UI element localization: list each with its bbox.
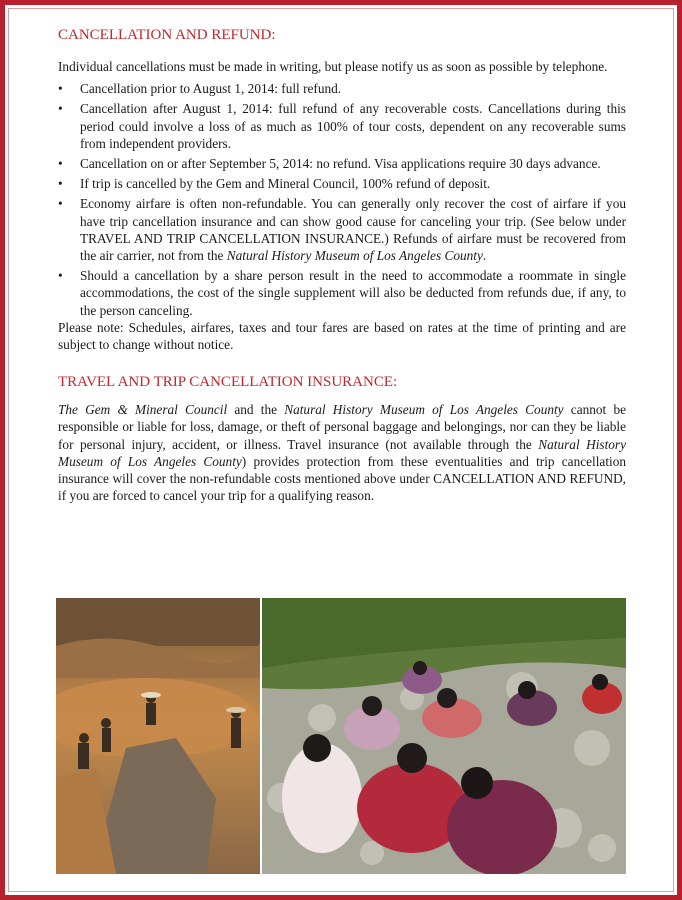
list-item: • Should a cancellation by a share person result in the need to accommodate a roommate in single accommodations, the cost of the single supplement will also be deducted from refunds due, if any, to the person canceling. [58, 267, 626, 319]
insurance-text: ) provides protection from these eventualities and trip cancellation insurance will cover the non-refundable costs mentioned above under CANCELLATION AND REFUND, if you are forced to cancel your trip for a qualifying reason. [58, 453, 627, 504]
list-item: • Cancellation on or after September 5, 2014: no refund. Visa applications require 30 days advance. [58, 155, 626, 172]
museum-name: Natural History Museum of Los Angeles County [284, 402, 564, 418]
list-item: • Cancellation after August 1, 2014: full refund of any recoverable costs. Cancellations during this period could involve a loss of as much as 100% of tour costs, dependent on any recoverable sums from independent providers. [58, 100, 626, 152]
please-note: Please note: Schedules, airfares, taxes and tour fares are based on rates at the time of printing and are subject to change without notice. [58, 319, 626, 353]
museum-name: Natural History Museum of Los Angeles County [226, 248, 483, 264]
cancellation-list [58, 80, 626, 319]
list-item: • Cancellation prior to August 1, 2014: full refund. [58, 80, 626, 97]
photo-strip [56, 598, 626, 874]
airfare-text: Economy airfare is often non-refundable. You can generally only recover the cost of airfare if you have trip cancellation insurance and can show good cause for canceling your trip. (See below under TRAVEL AND TRIP CANCELLATION INSURANCE.) Refunds of airfare must be recovered from the air carrier, not from the [80, 196, 626, 264]
airfare-end: . [482, 248, 487, 264]
museum-name: Natural History Museum of Los Angeles County [58, 436, 626, 469]
insurance-text: and the [227, 402, 285, 418]
document-body [58, 26, 626, 504]
list-item: • If trip is cancelled by the Gem and Mineral Council, 100% refund of deposit. [58, 175, 626, 192]
council-name: The Gem & Mineral Council [58, 402, 228, 418]
cancellation-intro: Individual cancellations must be made in writing, but please notify us as soon as possible by telephone. [58, 59, 608, 74]
cancellation-heading: CANCELLATION AND REFUND: [58, 27, 276, 43]
gem-gathering-photo [262, 598, 626, 874]
insurance-paragraph [58, 401, 626, 504]
insurance-heading: TRAVEL AND TRIP CANCELLATION INSURANCE: [58, 374, 398, 391]
list-item-airfare [58, 195, 626, 264]
mining-pit-photo [56, 598, 260, 874]
insurance-text: cannot be responsible or liable for loss, damage, or theft of personal baggage and belongings, nor can they be liable for personal injury, accident, or illness. Travel insurance (not available through the [58, 402, 626, 452]
